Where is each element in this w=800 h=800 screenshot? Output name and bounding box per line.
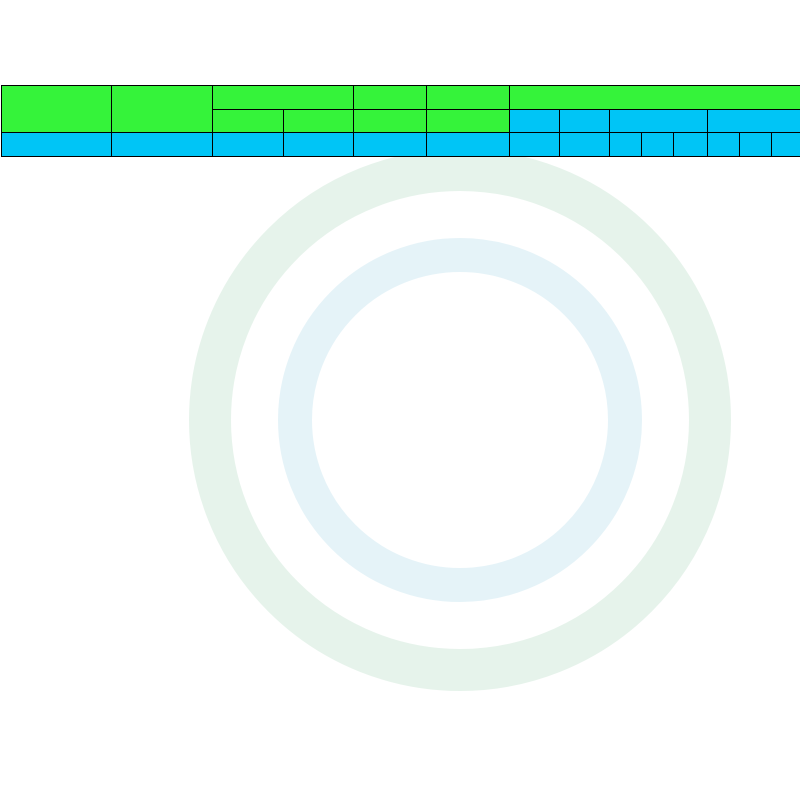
header-inlet <box>610 110 708 133</box>
unit-flow-max <box>284 133 354 157</box>
header-pressure <box>354 86 427 110</box>
unit-outlet-e <box>708 133 740 157</box>
unit-b <box>560 133 610 157</box>
watermark-logo <box>180 140 740 700</box>
header-b <box>560 110 610 133</box>
unit-speed <box>427 133 510 157</box>
header-flow <box>213 86 354 110</box>
unit-inlet-e <box>610 133 642 157</box>
unit-flow-1500 <box>213 133 284 157</box>
unit-inlet-d <box>674 133 708 157</box>
header-row <box>2 86 800 110</box>
header-a <box>510 110 560 133</box>
header-dimension <box>510 86 800 110</box>
unit-inlet-f <box>642 133 674 157</box>
header-flow-1500 <box>213 110 284 133</box>
header-type <box>2 86 112 133</box>
header-p-nom <box>354 110 427 133</box>
header-n <box>427 110 510 133</box>
header-displacement <box>112 86 213 133</box>
units-row <box>2 133 800 157</box>
header-max-speed <box>427 86 510 110</box>
unit-pressure <box>354 133 427 157</box>
unit-a <box>510 133 560 157</box>
unit-outlet-f <box>740 133 772 157</box>
header-flow-max <box>284 110 354 133</box>
header-outlet <box>708 110 800 133</box>
pump-spec-table <box>1 85 800 157</box>
unit-displacement <box>112 133 213 157</box>
unit-outlet-d <box>772 133 800 157</box>
